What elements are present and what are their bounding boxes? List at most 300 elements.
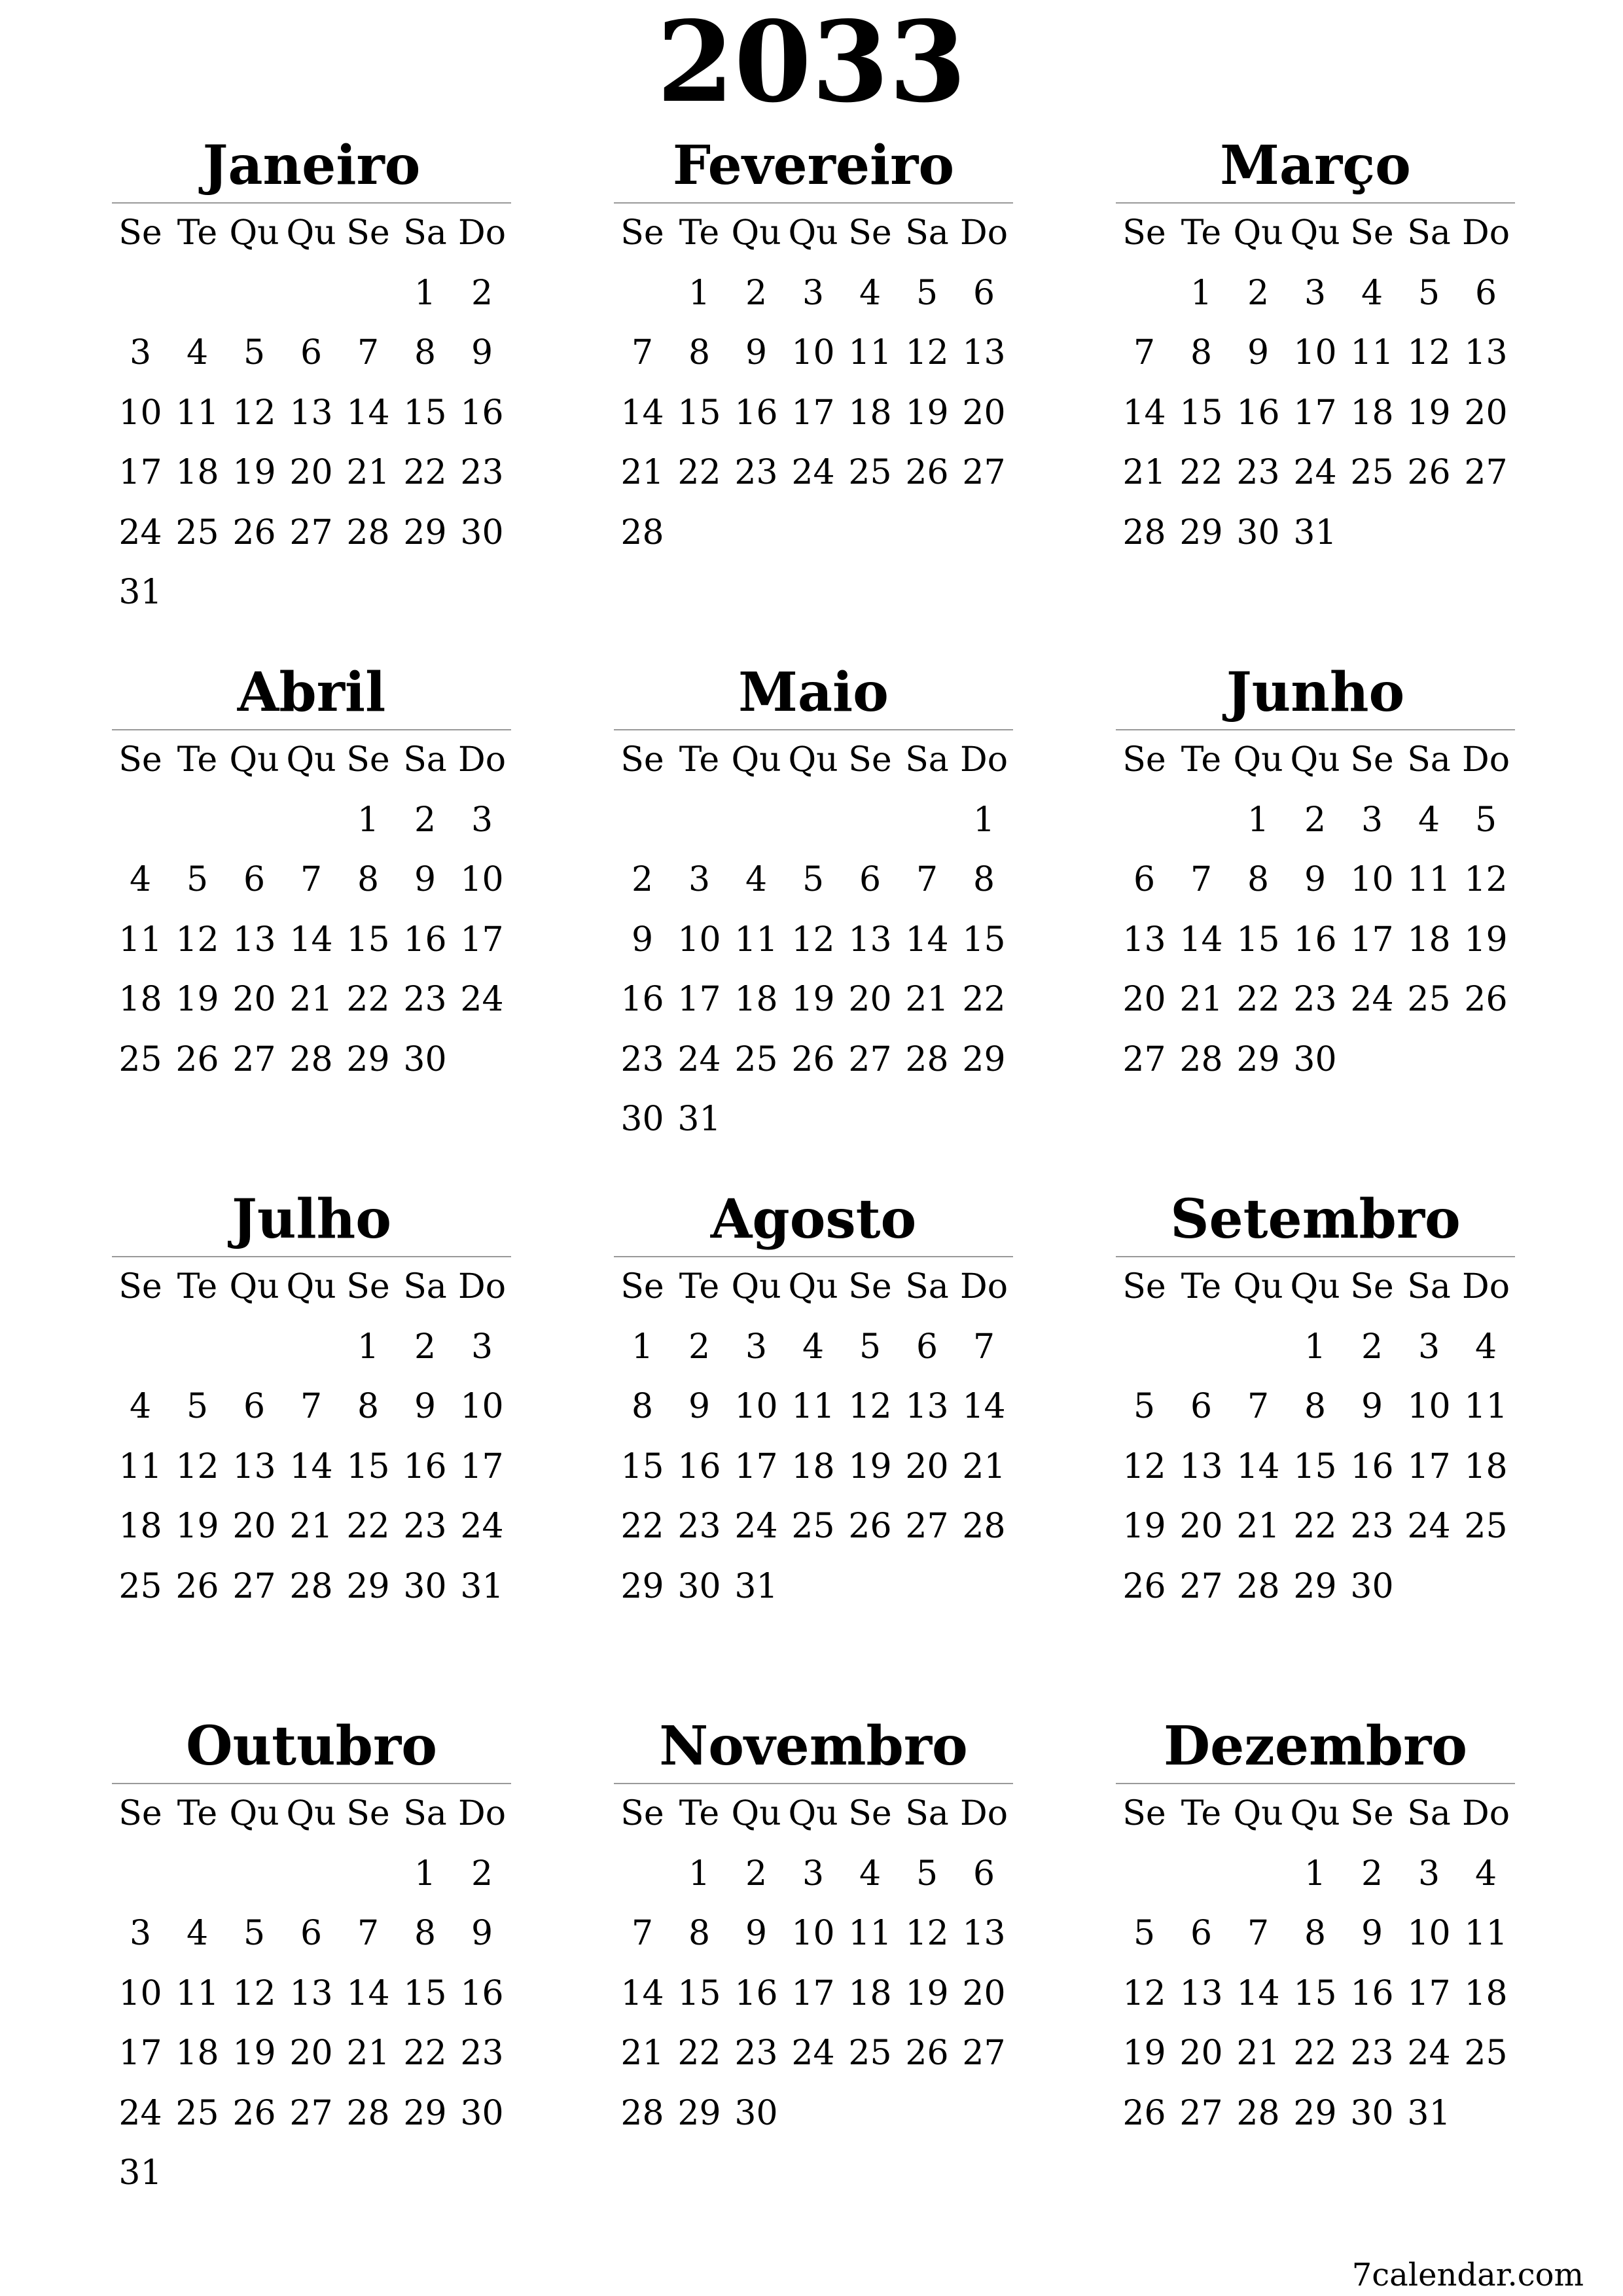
weekday-header: Qu (1290, 1267, 1340, 1306)
weekday-header: Te (679, 213, 720, 253)
weekday-header: Se (346, 740, 390, 780)
day-cell: 21 (346, 453, 390, 492)
day-cell: 23 (460, 2034, 504, 2073)
day-cell: 12 (1464, 860, 1508, 899)
day-cell: 2 (471, 273, 493, 313)
empty-cell (169, 1844, 226, 1905)
day-cell: 27 (289, 512, 333, 552)
day-cell: 19 (1122, 2034, 1166, 2073)
day-cell: 14 (346, 1973, 390, 2013)
day-cell: 17 (118, 2034, 162, 2073)
weekday-header: Se (1350, 740, 1394, 780)
weekday-header: Qu (286, 740, 336, 780)
day-cell: 21 (346, 2034, 390, 2073)
day-cell: 10 (118, 393, 162, 433)
day-cell: 27 (1464, 453, 1508, 492)
day-cell: 6 (243, 860, 266, 899)
day-cell: 14 (346, 393, 390, 433)
weekday-header: Se (1122, 740, 1166, 780)
day-cell: 18 (118, 980, 162, 1019)
day-cell: 1 (357, 1327, 380, 1367)
day-cell: 7 (631, 333, 654, 372)
day-cell: 28 (289, 1039, 333, 1079)
month-novembro (614, 1715, 1013, 2144)
weekday-header: Qu (788, 213, 838, 253)
empty-cell (614, 791, 671, 851)
day-cell: 7 (300, 860, 323, 899)
day-cell: 14 (1179, 920, 1223, 960)
month-name: Novembro (659, 1715, 968, 1778)
day-cell: 30 (1350, 2093, 1394, 2133)
day-cell: 9 (471, 1914, 493, 1953)
empty-cell (112, 264, 169, 324)
day-cell: 2 (745, 273, 768, 313)
day-cell: 5 (1418, 273, 1440, 313)
day-cell: 13 (848, 920, 892, 960)
day-cell: 26 (905, 2034, 949, 2073)
day-cell: 13 (962, 333, 1006, 372)
day-cell: 2 (1304, 800, 1327, 840)
day-cell: 11 (848, 1914, 892, 1953)
day-grid (112, 204, 511, 623)
day-cell: 15 (677, 1973, 721, 2013)
empty-cell (340, 264, 397, 324)
month-abril (112, 661, 511, 1090)
day-cell: 30 (460, 2093, 504, 2133)
day-cell: 2 (688, 1327, 711, 1367)
weekday-header: Te (1181, 1794, 1222, 1833)
day-cell: 16 (1350, 1446, 1394, 1486)
weekday-header: Sa (403, 1267, 447, 1306)
day-cell: 30 (403, 1566, 447, 1606)
weekday-header: Te (679, 1267, 720, 1306)
day-cell: 18 (175, 2034, 219, 2073)
day-cell: 31 (118, 573, 162, 612)
year-title: 2033 (656, 0, 967, 128)
day-cell: 3 (802, 1854, 825, 1893)
weekday-header: Qu (1233, 740, 1283, 780)
weekday-header: Do (1462, 1794, 1510, 1833)
day-cell: 3 (1304, 273, 1327, 313)
month-maro (1116, 134, 1515, 563)
day-cell: 31 (734, 1566, 778, 1606)
day-cell: 20 (289, 2034, 333, 2073)
month-name: Maio (738, 661, 889, 724)
day-cell: 15 (962, 920, 1006, 960)
day-cell: 24 (1293, 453, 1337, 492)
day-cell: 31 (1293, 512, 1337, 552)
day-cell: 15 (1236, 920, 1280, 960)
day-cell: 27 (232, 1566, 276, 1606)
day-cell: 19 (175, 1507, 219, 1546)
day-cell: 10 (460, 860, 504, 899)
weekday-header: Se (1122, 213, 1166, 253)
day-cell: 28 (1122, 512, 1166, 552)
weekday-header: Se (848, 1794, 892, 1833)
day-cell: 26 (1122, 2093, 1166, 2133)
day-cell: 5 (1474, 800, 1497, 840)
month-name: Outubro (186, 1715, 437, 1778)
day-cell: 17 (1293, 393, 1337, 433)
day-cell: 19 (232, 2034, 276, 2073)
day-cell: 22 (677, 2034, 721, 2073)
empty-cell (283, 264, 340, 324)
day-cell: 5 (916, 273, 938, 313)
day-cell: 28 (962, 1507, 1006, 1546)
weekday-header: Qu (229, 213, 279, 253)
day-cell: 21 (620, 453, 664, 492)
month-name: Agosto (710, 1188, 917, 1251)
day-cell: 31 (677, 1100, 721, 1139)
day-cell: 28 (346, 2093, 390, 2133)
day-cell: 19 (1407, 393, 1451, 433)
day-cell: 6 (972, 273, 995, 313)
day-cell: 21 (1122, 453, 1166, 492)
day-cell: 23 (1350, 2034, 1394, 2073)
weekday-header: Do (458, 740, 506, 780)
day-cell: 1 (1304, 1854, 1327, 1893)
day-cell: 20 (905, 1446, 949, 1486)
day-cell: 28 (346, 512, 390, 552)
day-cell: 23 (620, 1039, 664, 1079)
day-cell: 16 (677, 1446, 721, 1486)
day-cell: 26 (232, 2093, 276, 2133)
day-cell: 3 (129, 1914, 152, 1953)
day-cell: 19 (175, 980, 219, 1019)
day-cell: 17 (791, 393, 835, 433)
day-cell: 14 (620, 1973, 664, 2013)
weekday-header: Qu (1233, 1267, 1283, 1306)
day-cell: 30 (734, 2093, 778, 2133)
day-cell: 4 (859, 1854, 882, 1893)
empty-cell (899, 791, 955, 851)
day-cell: 23 (460, 453, 504, 492)
day-cell: 10 (1407, 1387, 1451, 1426)
day-cell: 1 (688, 1854, 711, 1893)
day-cell: 24 (791, 453, 835, 492)
day-cell: 25 (848, 2034, 892, 2073)
day-cell: 16 (734, 393, 778, 433)
empty-cell (614, 264, 671, 324)
day-cell: 8 (972, 860, 995, 899)
day-cell: 17 (677, 980, 721, 1019)
day-cell: 21 (1179, 980, 1223, 1019)
day-grid (614, 204, 1013, 563)
empty-cell (1173, 1318, 1230, 1378)
day-cell: 29 (1293, 1566, 1337, 1606)
month-maio (614, 661, 1013, 1150)
day-cell: 9 (631, 920, 654, 960)
empty-cell (283, 1844, 340, 1905)
day-cell: 8 (1304, 1387, 1327, 1426)
weekday-header: Qu (731, 1267, 781, 1306)
day-cell: 10 (734, 1387, 778, 1426)
day-grid (614, 1784, 1013, 2144)
day-cell: 7 (1247, 1387, 1270, 1426)
weekday-header: Se (118, 213, 162, 253)
day-cell: 16 (734, 1973, 778, 2013)
day-cell: 15 (1293, 1973, 1337, 2013)
weekday-header: Sa (1407, 1267, 1451, 1306)
day-cell: 28 (1236, 2093, 1280, 2133)
day-cell: 4 (745, 860, 768, 899)
weekday-header: Te (1181, 213, 1222, 253)
day-cell: 23 (677, 1507, 721, 1546)
day-cell: 22 (620, 1507, 664, 1546)
day-cell: 10 (791, 333, 835, 372)
month-setembro (1116, 1188, 1515, 1617)
month-name: Março (1220, 134, 1411, 197)
weekday-header: Qu (229, 1794, 279, 1833)
empty-cell (283, 1318, 340, 1378)
day-cell: 21 (289, 1507, 333, 1546)
day-cell: 7 (300, 1387, 323, 1426)
day-cell: 18 (848, 393, 892, 433)
day-cell: 2 (1361, 1327, 1383, 1367)
day-cell: 13 (962, 1914, 1006, 1953)
day-cell: 12 (232, 393, 276, 433)
empty-cell (728, 791, 785, 851)
month-fevereiro (614, 134, 1013, 563)
day-cell: 30 (1236, 512, 1280, 552)
day-cell: 24 (1407, 2034, 1451, 2073)
day-cell: 1 (972, 800, 995, 840)
weekday-header: Do (1462, 740, 1510, 780)
day-cell: 6 (859, 860, 882, 899)
day-cell: 7 (1247, 1914, 1270, 1953)
day-cell: 20 (848, 980, 892, 1019)
day-cell: 24 (1407, 1507, 1451, 1546)
day-cell: 5 (1133, 1914, 1156, 1953)
day-cell: 12 (232, 1973, 276, 2013)
day-cell: 11 (175, 393, 219, 433)
empty-cell (169, 264, 226, 324)
day-cell: 13 (232, 920, 276, 960)
day-cell: 12 (1122, 1446, 1166, 1486)
day-cell: 8 (688, 333, 711, 372)
day-cell: 23 (1350, 1507, 1394, 1546)
day-cell: 5 (1133, 1387, 1156, 1426)
weekday-header: Do (458, 1794, 506, 1833)
day-cell: 15 (403, 1973, 447, 2013)
day-cell: 4 (802, 1327, 825, 1367)
weekday-header: Qu (1233, 213, 1283, 253)
empty-cell (1116, 1844, 1173, 1905)
day-cell: 31 (460, 1566, 504, 1606)
weekday-header: Se (118, 740, 162, 780)
day-cell: 7 (631, 1914, 654, 1953)
day-cell: 23 (1236, 453, 1280, 492)
day-cell: 2 (414, 800, 437, 840)
day-cell: 13 (1179, 1446, 1223, 1486)
day-cell: 1 (357, 800, 380, 840)
day-cell: 26 (791, 1039, 835, 1079)
day-grid (1116, 730, 1515, 1090)
day-cell: 3 (745, 1327, 768, 1367)
weekday-header: Sa (1407, 213, 1451, 253)
day-cell: 13 (1464, 333, 1508, 372)
day-cell: 20 (1179, 2034, 1223, 2073)
empty-cell (112, 1318, 169, 1378)
day-cell: 5 (859, 1327, 882, 1367)
day-cell: 24 (734, 1507, 778, 1546)
day-cell: 25 (1464, 1507, 1508, 1546)
empty-cell (169, 1318, 226, 1378)
day-cell: 3 (129, 333, 152, 372)
day-cell: 22 (962, 980, 1006, 1019)
empty-cell (226, 791, 283, 851)
weekday-header: Se (620, 740, 664, 780)
day-cell: 26 (175, 1566, 219, 1606)
day-cell: 16 (1350, 1973, 1394, 2013)
day-cell: 25 (118, 1566, 162, 1606)
day-grid (614, 730, 1013, 1150)
day-cell: 24 (1350, 980, 1394, 1019)
day-cell: 8 (688, 1914, 711, 1953)
day-cell: 17 (460, 1446, 504, 1486)
day-cell: 22 (1179, 453, 1223, 492)
day-cell: 30 (620, 1100, 664, 1139)
day-cell: 30 (677, 1566, 721, 1606)
day-cell: 19 (848, 1446, 892, 1486)
day-cell: 13 (232, 1446, 276, 1486)
day-cell: 11 (175, 1973, 219, 2013)
empty-cell (1173, 1844, 1230, 1905)
day-cell: 10 (1293, 333, 1337, 372)
weekday-header: Se (118, 1794, 162, 1833)
weekday-header: Te (177, 1794, 218, 1833)
weekday-header: Qu (731, 740, 781, 780)
day-cell: 4 (129, 860, 152, 899)
weekday-header: Qu (286, 1267, 336, 1306)
day-cell: 20 (232, 980, 276, 1019)
day-cell: 12 (175, 1446, 219, 1486)
weekday-header: Qu (731, 1794, 781, 1833)
month-janeiro (112, 134, 511, 623)
day-cell: 25 (1407, 980, 1451, 1019)
day-cell: 11 (1464, 1914, 1508, 1953)
day-cell: 26 (232, 512, 276, 552)
day-cell: 2 (1361, 1854, 1383, 1893)
day-cell: 1 (414, 273, 437, 313)
day-cell: 9 (414, 1387, 437, 1426)
day-cell: 9 (745, 1914, 768, 1953)
day-cell: 27 (1122, 1039, 1166, 1079)
day-cell: 9 (1361, 1914, 1383, 1953)
day-cell: 26 (1122, 1566, 1166, 1606)
weekday-header: Qu (788, 740, 838, 780)
weekday-header: Te (177, 1267, 218, 1306)
day-grid (112, 1257, 511, 1617)
day-cell: 4 (1474, 1854, 1497, 1893)
day-grid (1116, 1784, 1515, 2144)
day-cell: 14 (289, 920, 333, 960)
weekday-header: Qu (1290, 1794, 1340, 1833)
day-cell: 25 (791, 1507, 835, 1546)
day-cell: 3 (688, 860, 711, 899)
day-cell: 5 (186, 1387, 209, 1426)
weekday-header: Qu (229, 1267, 279, 1306)
day-cell: 29 (962, 1039, 1006, 1079)
day-cell: 27 (905, 1507, 949, 1546)
day-cell: 8 (414, 1914, 437, 1953)
day-cell: 21 (289, 980, 333, 1019)
weekday-header: Te (679, 1794, 720, 1833)
day-cell: 12 (905, 1914, 949, 1953)
site-credit: 7calendar.com (1351, 2257, 1584, 2293)
day-cell: 29 (403, 512, 447, 552)
day-cell: 25 (175, 512, 219, 552)
empty-cell (614, 1844, 671, 1905)
day-cell: 11 (1350, 333, 1394, 372)
day-cell: 4 (186, 1914, 209, 1953)
day-cell: 10 (1350, 860, 1394, 899)
day-cell: 18 (1350, 393, 1394, 433)
month-dezembro (1116, 1715, 1515, 2144)
day-cell: 13 (289, 1973, 333, 2013)
day-grid (112, 730, 511, 1090)
day-cell: 11 (848, 333, 892, 372)
day-cell: 17 (1407, 1446, 1451, 1486)
day-cell: 29 (346, 1566, 390, 1606)
day-cell: 28 (620, 2093, 664, 2133)
day-grid (1116, 204, 1515, 563)
day-cell: 7 (1190, 860, 1213, 899)
day-cell: 3 (1361, 800, 1383, 840)
day-cell: 3 (1418, 1327, 1440, 1367)
day-cell: 27 (962, 2034, 1006, 2073)
day-cell: 29 (346, 1039, 390, 1079)
day-cell: 6 (243, 1387, 266, 1426)
weekday-header: Te (177, 213, 218, 253)
day-cell: 26 (905, 453, 949, 492)
day-cell: 5 (916, 1854, 938, 1893)
day-cell: 13 (905, 1387, 949, 1426)
day-cell: 12 (905, 333, 949, 372)
weekday-header: Se (620, 1794, 664, 1833)
day-cell: 29 (677, 2093, 721, 2133)
day-cell: 14 (620, 393, 664, 433)
day-cell: 6 (1190, 1387, 1213, 1426)
day-cell: 17 (1407, 1973, 1451, 2013)
day-cell: 6 (916, 1327, 938, 1367)
day-cell: 9 (688, 1387, 711, 1426)
weekday-header: Se (118, 1267, 162, 1306)
empty-cell (1116, 264, 1173, 324)
day-cell: 27 (232, 1039, 276, 1079)
day-cell: 16 (460, 393, 504, 433)
weekday-header: Se (620, 1267, 664, 1306)
day-cell: 22 (1236, 980, 1280, 1019)
day-cell: 4 (186, 333, 209, 372)
day-cell: 18 (118, 1507, 162, 1546)
day-cell: 21 (620, 2034, 664, 2073)
day-cell: 15 (403, 393, 447, 433)
day-cell: 22 (346, 1507, 390, 1546)
day-cell: 11 (1464, 1387, 1508, 1426)
day-cell: 11 (118, 1446, 162, 1486)
empty-cell (340, 1844, 397, 1905)
day-cell: 5 (186, 860, 209, 899)
day-cell: 15 (1179, 393, 1223, 433)
day-cell: 10 (118, 1973, 162, 2013)
day-cell: 16 (1236, 393, 1280, 433)
weekday-header: Sa (905, 1267, 949, 1306)
day-cell: 12 (1407, 333, 1451, 372)
empty-cell (842, 791, 899, 851)
day-cell: 20 (1464, 393, 1508, 433)
day-cell: 13 (1179, 1973, 1223, 2013)
